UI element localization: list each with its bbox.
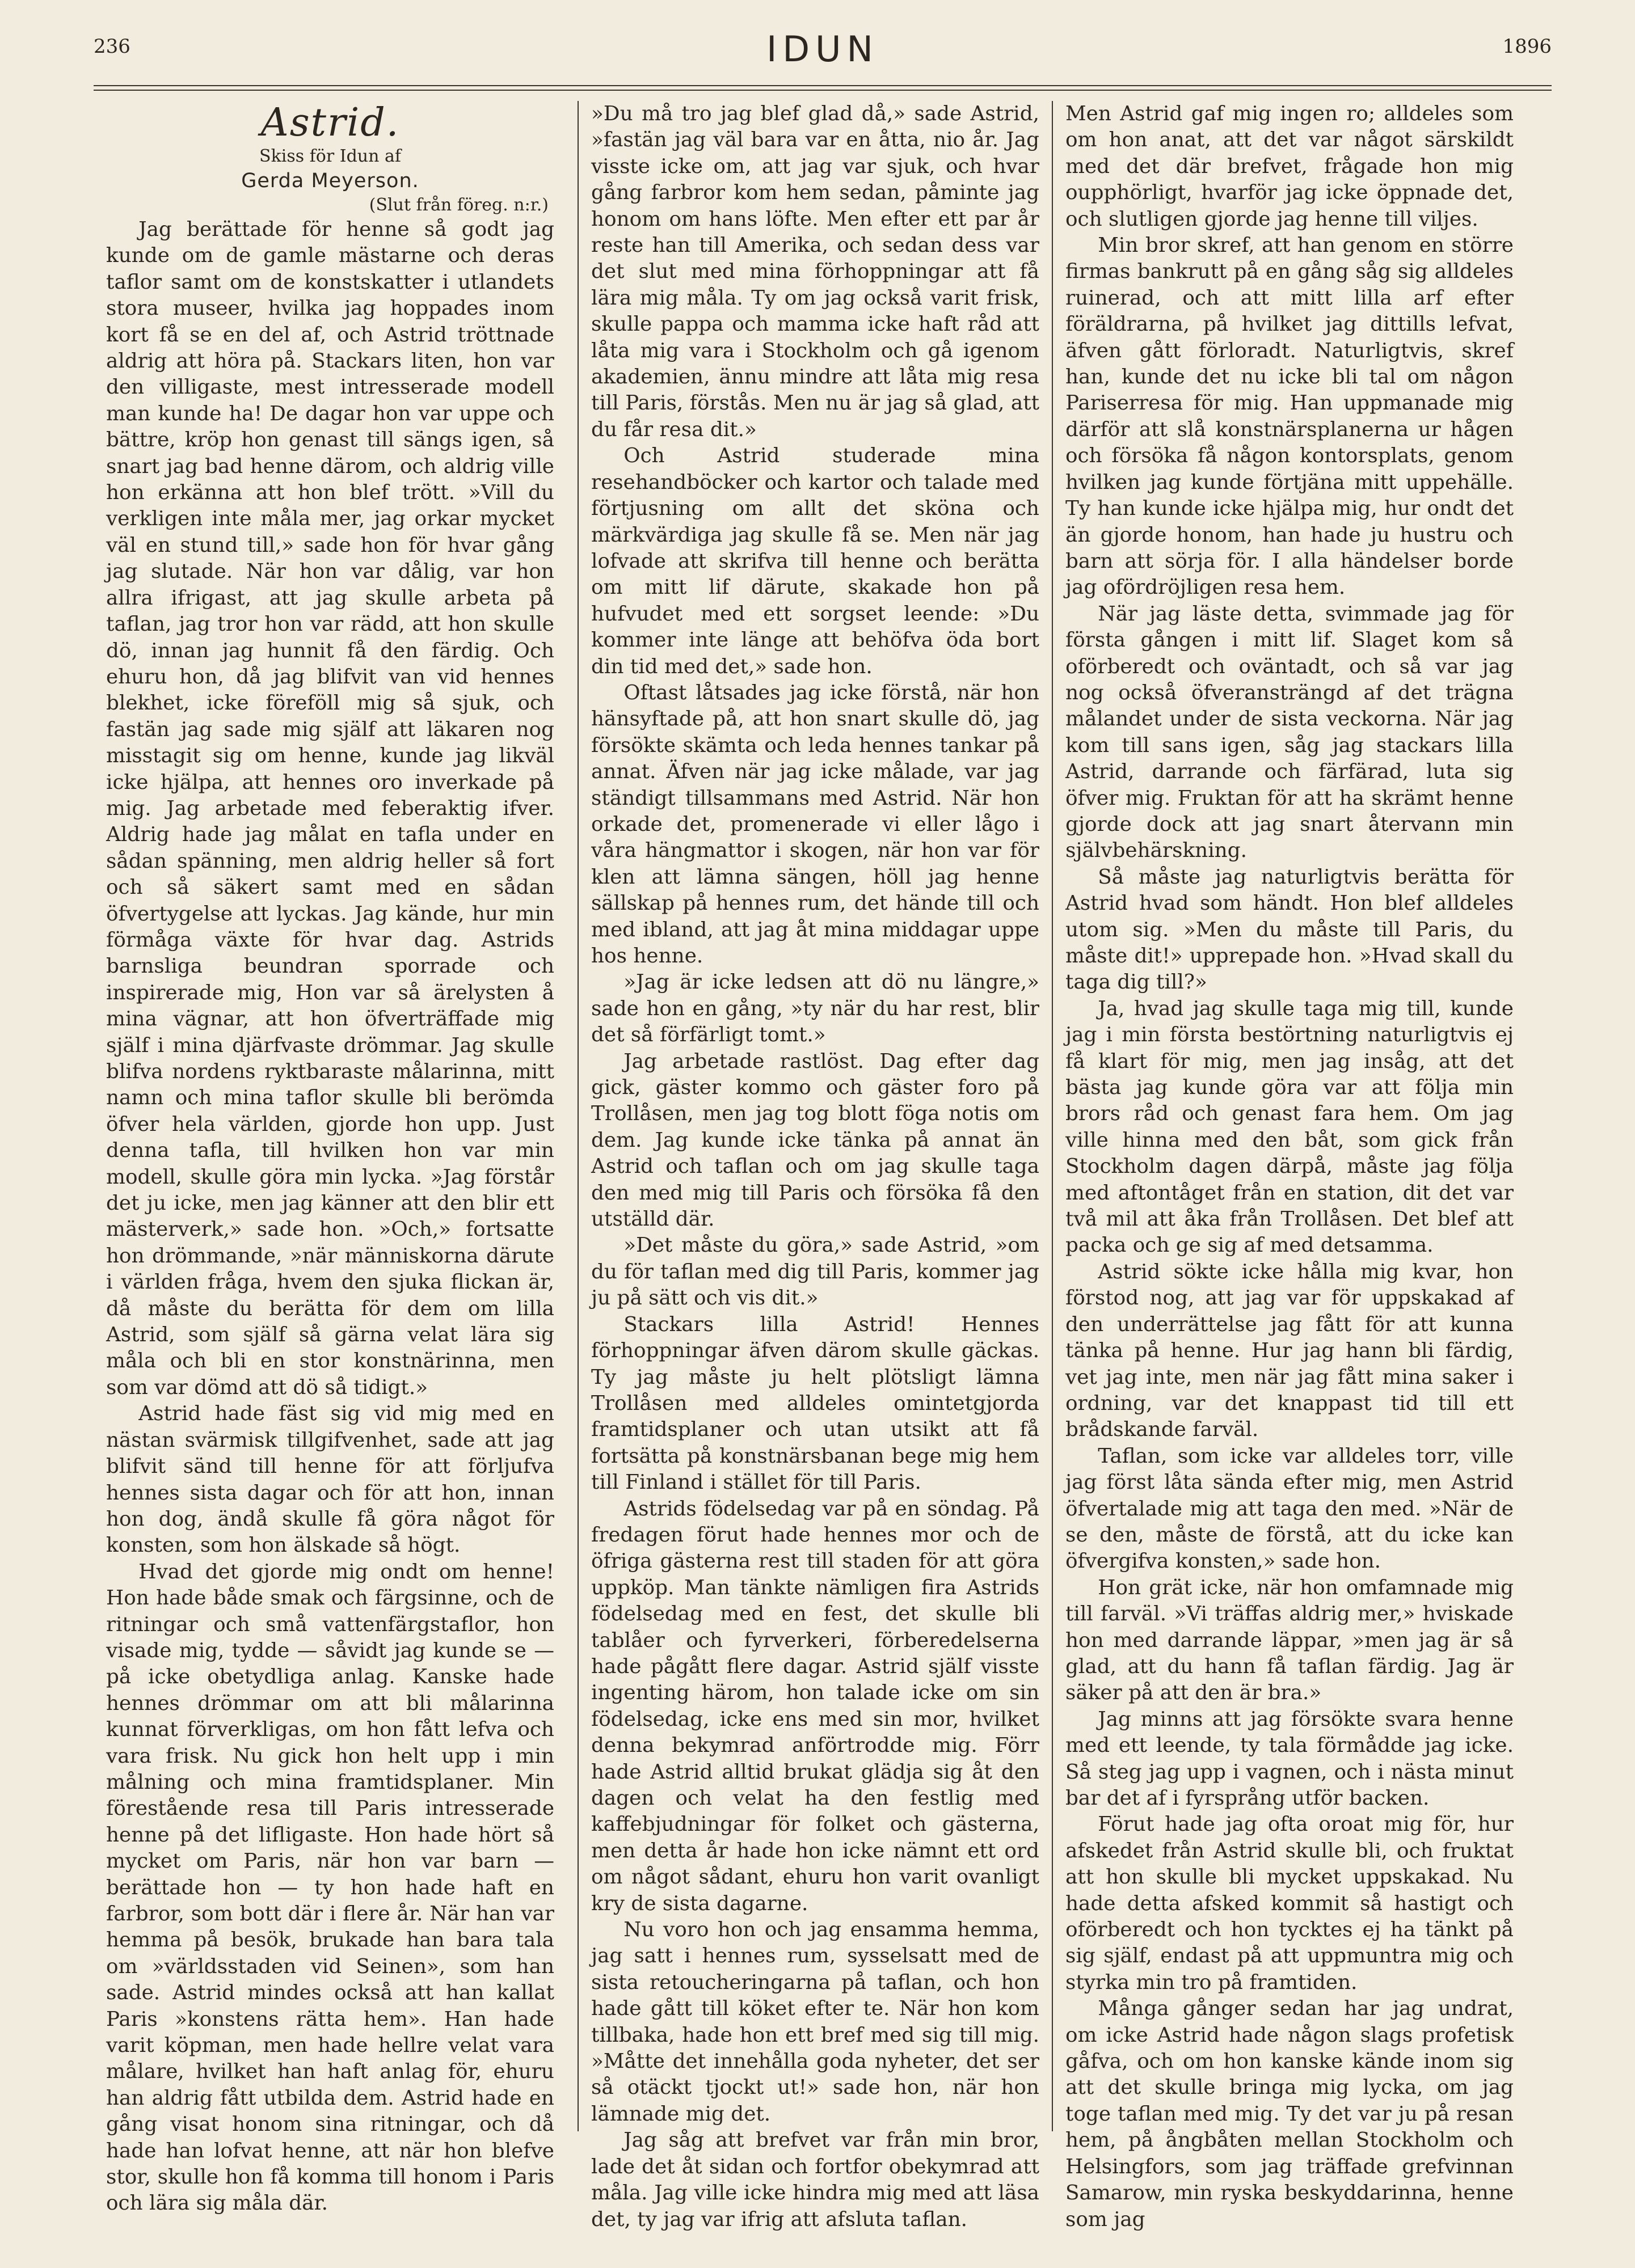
- header-rule-bottom: [94, 90, 1552, 91]
- paragraph: Jag minns att jag försökte svara henne med ett leende, ty tala förmådde jag icke. Så steg jag upp i vagnen, och i nästa minut bar det af i fyrsprång utför backen.: [1065, 1707, 1514, 1810]
- paragraph: Jag berättade för henne så godt jag kunde om de gamle mästarne och deras taflor samt om de konstskatter i utlandets stora museer, hvilka jag hoppades inom kort få se en del af, och Astrid tröttnade aldrig att höra på. Stackars liten, hon var den villigaste, mest intresserade modell man kunde ha! De dagar hon var uppe och bättre, kröp hon genast till sängs igen, så snart jag bad henne därom, och aldrig ville hon erkänna att hon blef trött. »Vill du verkligen inte måla mer, jag orkar mycket väl en stund till,» sade hon för hvar gång jag slutade. När hon var dålig, var hon allra ifrigast, att jag skulle arbeta på taflan, jag tror hon var rädd, att hon skulle dö, innan jag hunnit få den färdig. Och ehuru hon, då jag blifvit van vid hennes blekhet, icke föreföll mig så sjuk, och fastän jag sade mig själf att läkaren nog misstagit sig om henne, kunde jag likväl icke hjälpa, att hennes oro inverkade på mig. Jag arbetade med feberaktig ifver. Aldrig hade jag målat en tafla under en sådan spänning, men aldrig heller så fort och så säkert samt med en sådan öfvertygelse att lyckas. Jag kände, hur min förmåga växte för hvar dag. Astrids barnsliga beundran sporrade och inspirerade mig, Hon var så ärelysten å mina vägnar, att hon öfverträffade mig själf i mina djärfvaste drömmar. Jag skulle blifva nordens ryktbaraste målarinna, mitt namn och mina taflor skulle bli berömda öfver hela världen, gjorde hon upp. Just denna tafla, till hvilken hon var min modell, skulle göra min lycka. »Jag förstår det ju icke, men jag känner att den blir ett mästerverk,» sade hon. »Och,» fortsatte hon drömmande, »när människorna därute i världen fråga, hvem den sjuka flickan är, då måste du berätta för dem om lilla Astrid, som själf så gärna velat lära sig måla och bli en stor konstnärinna, men som var dömd att dö så tidigt.»: [106, 218, 554, 1399]
- paragraph: Och Astrid studerade mina resehandböcker och kartor och talade med förtjusning om allt det sköna och märkvärdiga jag skulle få se. Men när jag lofvade att skrifva till henne och berätta om mitt lif därute, skakade hon på hufvudet med ett sorgset leende: »Du kommer inte länge att behöfva öda bort din tid med det,» sade hon.: [591, 444, 1039, 678]
- paragraph: När jag läste detta, svimmade jag för första gången i mitt lif. Slaget kom så oförberedt och oväntadt, och så var jag nog också öfveransträngd af det trägna målandet under de sista veckorna. När jag kom till sans igen, såg jag stackars lilla Astrid, darrande och färfärad, luta sig öfver mig. Fruktan för att ha skrämt henne gjorde dock att jag snart återvann min självbehärskning.: [1065, 602, 1514, 863]
- column-3: [1065, 101, 1514, 2231]
- paragraph: Oftast låtsades jag icke förstå, när hon hänsyftade på, att hon snart skulle dö, jag försökte skämta och leda hennes tankar på annat. Äfven när jag icke målade, var jag ständigt tillsammans med Astrid. När hon orkade det, promenerade vi eller lågo i våra hängmattor i skogen, när hon var för klen att lämna sängen, höll jag henne sällskap på hennes rum, det hände till och med ibland, att jag åt mina middagar uppe hos henne.: [591, 681, 1039, 968]
- paragraph: »Jag är icke ledsen att dö nu längre,» sade hon en gång, »ty när du har rest, blir det så förfärligt tomt.»: [591, 970, 1039, 1047]
- paragraph: Astrid hade fäst sig vid mig med en nästan svärmisk tillgifvenhet, sade att jag blifvit sänd till henne för att förljufva hennes sista dagar och för att hon, innan hon dog, ändå skulle få göra något för konsten, som hon älskade så högt.: [106, 1402, 554, 1557]
- paragraph: Hvad det gjorde mig ondt om henne! Hon hade både smak och färgsinne, och de ritningar och små vattenfärgstaflor, hon visade mig, tydde — såvidt jag kunde se — på icke obetydliga anlag. Kanske hade hennes drömmar om att bli målarinna kunnat förverkligas, om hon fått lefva och vara frisk. Nu gick hon helt upp i min målning och mina framtidsplaner. Min förestående resa till Paris intresserade henne på det lifligaste. Hon hade hört så mycket om Paris, när hon var barn — berättade hon — ty hon hade haft en farbror, som bott där i flere år. När han var hemma på besök, brukade han bara tala om »världsstaden vid Seinen», som han sade. Astrid mindes också att han kallat Paris »konstens rätta hem». Han hade varit köpman, men hade hellre velat vara målare, hvilket han haft anlag för, ehuru han aldrig fått utbilda dem. Astrid hade en gång visat honom sina ritningar, och då hade han lofvat henne, att när hon blefve stor, skulle hon få komma till honom i Paris och lära sig måla där.: [106, 1560, 554, 2215]
- paragraph: Taflan, som icke var alldeles torr, ville jag först låta sända efter mig, men Astrid öfvertalade mig att taga den med. »När de se den, måste de förstå, att du icke kan öfvergifva konsten,» sade hon.: [1065, 1444, 1514, 1573]
- paragraph: Ja, hvad jag skulle taga mig till, kunde jag i min första bestörtning naturligtvis ej få klart för mig, men jag insåg, att det bästa jag kunde göra var att följa min brors råd och genast fara hem. Om jag ville hinna med den båt, som gick från Stockholm dagen därpå, måste jag följa med aftontåget från en station, dit det var två mil att åka från Trollåsen. Det blef att packa och ge sig af med detsamma.: [1065, 996, 1514, 1257]
- column-divider-2: [1052, 101, 1053, 2131]
- header-rule-top: [94, 85, 1552, 86]
- paragraph: Astrid sökte icke hålla mig kvar, hon förstod nog, att jag var för uppskakad af den underrättelse jag fått för att kunna tänka på henne. Hur jag hann bli färdig, vet jag inte, men när jag fått mina saker i ordning, var det knappast tid till ett brådskande farväl.: [1065, 1260, 1514, 1442]
- paragraph: Astrids födelsedag var på en söndag. På fredagen förut hade hennes mor och de öfriga gästerna rest till staden för att göra uppköp. Man tänkte nämligen fira Astrids födelsedag med en fest, det skulle bli tablåer och fyrverkeri, förberedelserna hade pågått flere dagar. Astrid själf visste ingenting härom, hon talade icke om sin födelsedag, icke ens med sin mor, hvilket denna bekymrad anförtrodde mig. Förr hade Astrid alltid brukat glädja sig åt den dagen och velat ha den festlig med kaffebjudningar för folket och gästerna, men detta år hade hon icke nämnt ett ord om något sådant, ehuru hon varit ovanligt kry de sista dagarne.: [591, 1497, 1039, 1915]
- article-title-block: [106, 101, 554, 217]
- article-title: Astrid.: [260, 100, 400, 145]
- paragraph: Jag såg att brefvet var från min bror, lade det åt sidan och fortfor obekymrad att måla. Jag ville icke hindra mig med att läsa det, ty jag var ifrig att afsluta taflan.: [591, 2128, 1039, 2231]
- paragraph: Nu voro hon och jag ensamma hemma, jag satt i hennes rum, sysselsatt med de sista retoucheringarna på taflan, och hon hade gått till köket efter te. När hon kom tillbaka, hade hon ett bref med sig till mig. »Måtte det innehålla goda nyheter, det ser så otäckt tjockt ut!» sade hon, när hon lämnade mig det.: [591, 1918, 1039, 2126]
- paragraph: Men Astrid gaf mig ingen ro; alldeles som om hon anat, att det var något särskildt med det där brefvet, frågade hon mig oupphörligt, hvarför jag icke öppnade det, och slutligen gjorde jag henne till viljes.: [1065, 102, 1514, 231]
- paragraph: Förut hade jag ofta oroat mig för, hur afskedet från Astrid skulle bli, och fruktat att hon skulle bli mycket uppskakad. Nu hade detta afsked kommit så hastigt och oförberedt och hon tycktes ej ha tänkt på sig själf, endast på att uppmuntra mig och styrka min tro på framtiden.: [1065, 1813, 1514, 1994]
- article-subtitle: Skiss för Idun af: [259, 146, 401, 166]
- column-1: [106, 100, 554, 2215]
- paragraph: Stackars lilla Astrid! Hennes förhoppningar äfven därom skulle gäckas. Ty jag måste ju helt plötsligt lämna Trollåsen med alldeles omintetgjorda framtidsplaner och utan utsikt att få fortsätta på konstnärsbanan bege mig hem till Finland i stället för till Paris.: [591, 1312, 1039, 1494]
- paragraph: Många gånger sedan har jag undrat, om icke Astrid hade någon slags profetisk gåfva, och om hon kanske kände inom sig att det skulle bringa mig lycka, om jag toge taflan med mig. Ty det var ju på resan hem, på ångbåten mellan Stockholm och Helsingfors, som jag träffade grefvinnan Samarow, min ryska beskyddarinna, henne som jag: [1065, 1997, 1514, 2231]
- page-number: 236: [94, 35, 130, 58]
- paragraph: Jag arbetade rastlöst. Dag efter dag gick, gäster kommo och gäster foro på Trollåsen, men jag tog blott föga notis om dem. Jag kunde icke tänka på annat än Astrid och taflan och om jag skulle taga den med mig till Paris och försöka få den utställd där.: [591, 1049, 1039, 1231]
- column-2: [591, 101, 1039, 2231]
- article-author: Gerda Meyerson.: [241, 170, 419, 192]
- page-header: [94, 28, 1552, 79]
- paragraph: Hon grät icke, när hon omfamnade mig till farväl. »Vi träffas aldrig mer,» hviskade hon med darrande läppar, »men jag är så glad, att du hann få taflan färdig. Jag är säker på att den är bra.»: [1065, 1576, 1514, 1705]
- paragraph: Så måste jag naturligtvis berätta för Astrid hvad som händt. Hon blef alldeles utom sig. »Men du måste till Paris, du måste dit!» upprepade hon. »Hvad skall du taga dig till?»: [1065, 865, 1514, 994]
- masthead: IDUN: [766, 28, 879, 70]
- paragraph: »Du må tro jag blef glad då,» sade Astrid, »fastän jag väl bara var en åtta, nio år. Jag visste icke om, att jag var sjuk, och hvar gång farbror kom hem sedan, påminte jag honom om hans löfte. Men efter ett par år reste han till Amerika, och sedan dess var det slut med mina förhoppningar att få lära mig måla. Ty om jag också varit frisk, skulle pappa och mamma icke haft råd att låta mig vara i Stockholm och gå igenom akademien, ännu mindre att låta mig resa till Paris, förstås. Men nu är jag så glad, att du får resa dit.»: [591, 102, 1039, 441]
- paragraph: »Det måste du göra,» sade Astrid, »om du för taflan med dig till Paris, kommer jag ju på sätt och vis dit.»: [591, 1234, 1039, 1310]
- year: 1896: [1502, 35, 1552, 58]
- column-divider-1: [578, 101, 579, 2131]
- continued-note: (Slut från föreg. n:r.): [369, 195, 549, 215]
- paragraph: Min bror skref, att han genom en större firmas bankrutt på en gång såg sig alldeles ruinerad, och att mitt lilla arf efter föräldrarna, på hvilket jag dittills lefvat, äfven gått förloradt. Naturligtvis, skref han, kunde det nu icke bli tal om någon Pariserresa för mig. Han uppmanade mig därför att slå konstnärsplanerna ur hågen och försöka få någon kontorsplats, genom hvilken jag kunde förtjäna mitt uppehälle. Ty han kunde icke hjälpa mig, hur ondt det än gjorde honom, han hade ju hustru och barn att sörja för. I alla händelser borde jag ofördröjligen resa hem.: [1065, 234, 1514, 599]
